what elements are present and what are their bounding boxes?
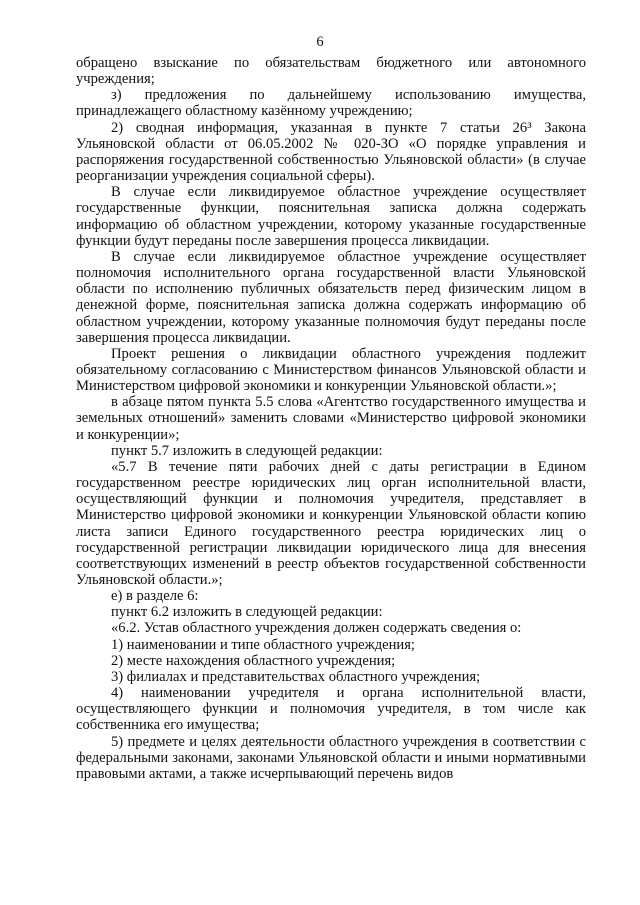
paragraph: пункт 6.2 изложить в следующей редакции: [111, 604, 383, 621]
paragraph: 2) месте нахождения областного учреждения; [111, 652, 396, 669]
paragraph: «6.2. Устав областного учреждения должен содержать сведения о: [111, 620, 522, 637]
paragraph: 3) филиалах и представительствах областного учреждения; [111, 668, 481, 685]
paragraph: пункт 5.7 изложить в следующей редакции: [111, 442, 383, 459]
paragraph: В случае если ликвидируемое областное учреждение осуществляет государственные функции, пояснительная записка должна содержать информацию об областном учреждении, которому указанные государственные функции будут переданы после завершения процесса ликвидации. [76, 184, 586, 249]
paragraph: 4) наименовании учредителя и органа исполнительной власти, осуществляющего функции и полномочия учредителя, в том числе как собственника его имущества; [76, 685, 586, 734]
page-number: 6 [316, 34, 324, 50]
paragraph: обращено взыскание по обязательствам бюджетного или автономного учреждения; [76, 55, 586, 88]
paragraph: 5) предмете и целях деятельности областного учреждения в соответствии с федеральными законами, законами Ульяновской области и иными нормативными правовыми актами, а также исчерпывающий перечень видов [76, 733, 586, 782]
paragraph: В случае если ликвидируемое областное учреждение осуществляет полномочия исполнительного органа государственной власти Ульяновской области по исполнению публичных обязательств перед физическим лицом в денежной форме, пояснительная записка должна содержать информацию об областном учреждении, которому указанные полномочия будут переданы после завершения процесса ликвидации. [76, 248, 586, 346]
paragraph: Проект решения о ликвидации областного учреждения подлежит обязательному согласованию с Министерством финансов Ульяновской области и Министерством цифровой экономики и конкуренции Ульяновской области.»; [76, 345, 586, 395]
paragraph: 2) сводная информация, указанная в пункте 7 статьи 26³ Закона Ульяновской области от 06.05.2002 № 020-ЗО «О порядке управления и распоряжения государственной собственностью Ульяновской области» (в случае реорганизации учреждения социальной сферы). [76, 119, 586, 185]
paragraph: «5.7 В течение пяти рабочих дней с даты регистрации в Едином государственном реестре юридических лиц орган исполнительной власти, осуществляющий функции и полномочия учредителя, представляет в Министерство цифровой экономики и конкуренции Ульяновской области копию листа записи Единого государственного реестра юридических лиц о государственной регистрации ликвидации юридического лица для внесения соответствующих изменений в реестр объектов государственной собственности Ульяновской области.»; [76, 458, 586, 588]
paragraph: з) предложения по дальнейшему использованию имущества, принадлежащего областному казённому учреждению; [76, 87, 586, 120]
document-body [76, 55, 586, 782]
paragraph: е) в разделе 6: [111, 588, 199, 605]
paragraph: 1) наименовании и типе областного учреждения; [111, 636, 415, 653]
paragraph: в абзаце пятом пункта 5.5 слова «Агентство государственного имущества и земельных отношений» заменить словами «Министерство цифровой экономики и конкуренции»; [76, 394, 586, 443]
